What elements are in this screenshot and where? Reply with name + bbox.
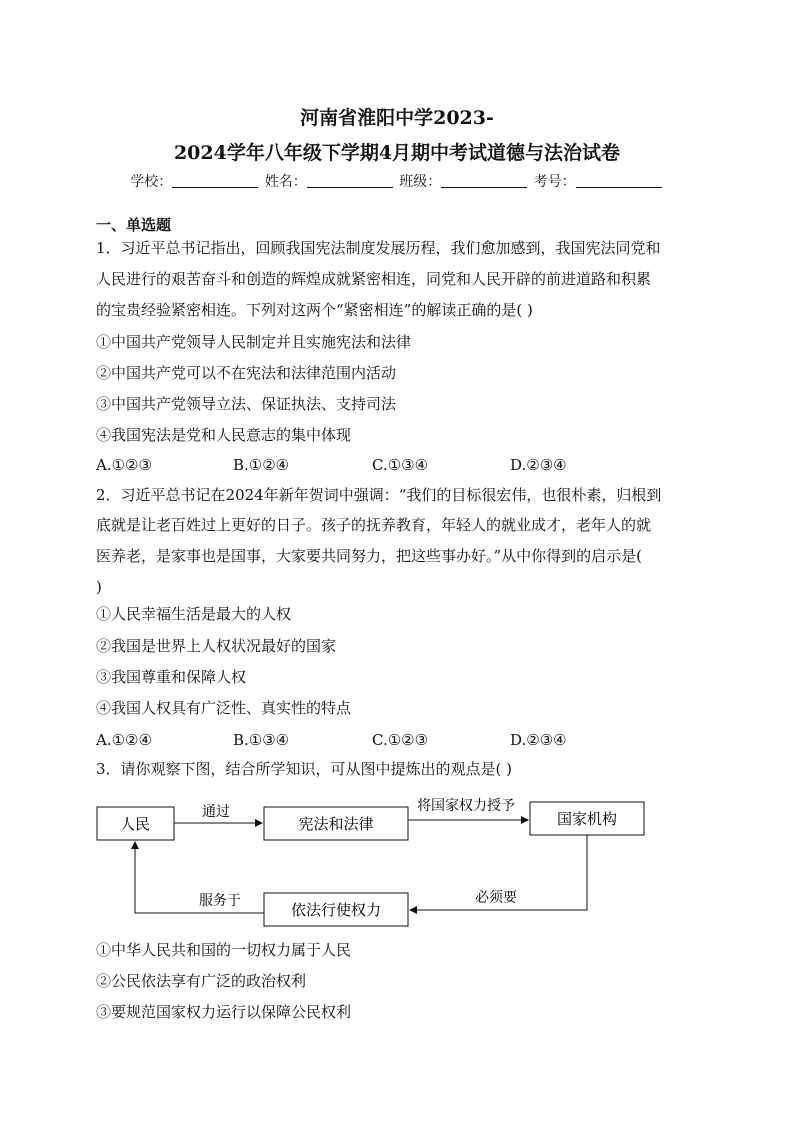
q1-item-1: ①中国共产党领导人民制定并且实施宪法和法律: [96, 333, 412, 351]
q2-option-c[interactable]: C.①②③: [372, 731, 429, 749]
name-label: 姓名：: [264, 174, 307, 190]
node-exercise-power-label: 依法行使权力: [290, 901, 382, 919]
q1-stem-line-3: 的宝贵经验紧密相连。下列对这两个“紧密相连”的解读正确的是( ): [96, 301, 533, 319]
q2-stem-line-3: 医养老，是家事也是国事，大家要共同努力，把这些事办好。”从中你得到的启示是(: [96, 547, 643, 565]
q1-stem-line-2: 人民进行的艰苦奋斗和创造的辉煌成就紧密相连，同党和人民开辟的前进道路和积累: [96, 270, 652, 288]
edge-label-grant-power: 将国家权力授予: [417, 798, 515, 814]
q3-item-1: ①中华人民共和国的一切权力属于人民: [96, 941, 352, 959]
q2-option-b[interactable]: B.①③④: [233, 731, 290, 749]
school-label: 学校：: [130, 174, 173, 190]
q1-item-3: ③中国共产党领导立法、保证执法、支持司法: [96, 395, 397, 413]
q1-item-4: ④我国宪法是党和人民意志的集中体现: [96, 426, 352, 444]
node-state-organs-label: 国家机构: [556, 810, 618, 828]
q3-item-3: ③要规范国家权力运行以保障公民权利: [96, 1003, 352, 1021]
edge-label-serve: 服务于: [199, 893, 241, 909]
q2-option-d[interactable]: D.②③④: [510, 731, 567, 749]
exam-number-label: 考号：: [533, 174, 576, 190]
q3-stem-line-1: 3．请你观察下图，结合所学知识，可从图中提炼出的观点是( ): [96, 760, 513, 778]
q1-option-c[interactable]: C.①③④: [372, 456, 429, 474]
q1-option-b[interactable]: B.①②④: [233, 456, 290, 474]
exam-title-line-2: 2024学年八年级下学期4月期中考试道德与法治试卷: [173, 142, 621, 164]
node-people-label: 人民: [119, 815, 151, 833]
exam-title-line-1: 河南省淮阳中学2023-: [300, 107, 494, 129]
class-label: 班级：: [399, 174, 442, 190]
q1-option-a[interactable]: A.①②③: [96, 456, 152, 474]
q2-stem-line-2: 底就是让老百姓过上更好的日子。孩子的抚养教育，年轻人的就业成才，老年人的就: [96, 516, 652, 534]
q2-stem-line-1: 2．习近平总书记在2024年新年贺词中强调：“我们的目标很宏伟，也很朴素，归根到: [96, 486, 662, 504]
edge-label-must: 必须要: [475, 890, 517, 906]
q2-item-3: ③我国尊重和保障人权: [96, 668, 247, 686]
q2-item-1: ①人民幸福生活是最大的人权: [96, 605, 292, 623]
q3-item-2: ②公民依法享有广泛的政治权利: [96, 972, 307, 990]
section-heading: 一、单选题: [96, 216, 172, 234]
node-constitution-label: 宪法和法律: [298, 815, 374, 833]
q1-item-2: ②中国共产党可以不在宪法和法律范围内活动: [96, 364, 397, 382]
q2-stem-line-4: ): [96, 578, 102, 596]
q1-option-d[interactable]: D.②③④: [510, 456, 567, 474]
edge-label-through: 通过: [202, 804, 230, 820]
q1-stem-line-1: 1．习近平总书记指出，回顾我国宪法制度发展历程，我们愈加感到，我国宪法同党和: [96, 239, 661, 257]
q2-option-a[interactable]: A.①②④: [96, 731, 152, 749]
q2-item-2: ②我国是世界上人权状况最好的国家: [96, 637, 337, 655]
q2-item-4: ④我国人权具有广泛性、真实性的特点: [96, 699, 352, 717]
